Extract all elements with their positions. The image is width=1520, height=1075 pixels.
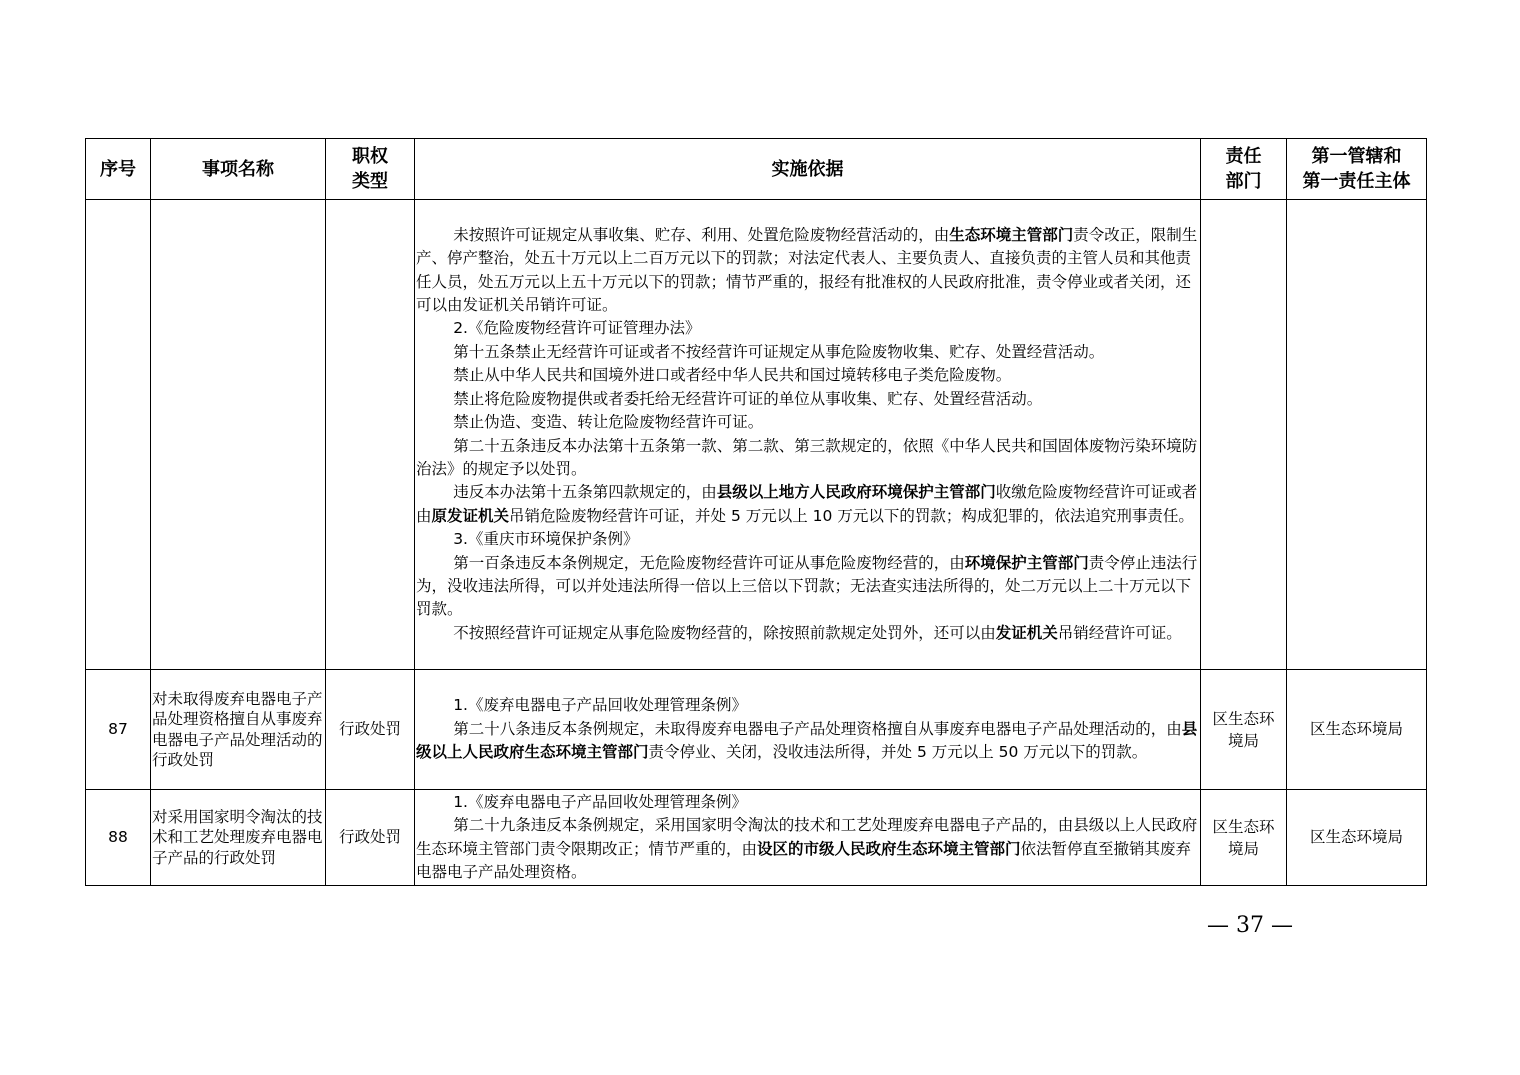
cell-dept [1201,200,1287,670]
basis-text: 收缴危险废物经营许可证或者由 [416,483,1198,525]
basis-paragraph [416,317,1199,340]
bold-authority-text: 县级以上地方人民政府环境保护主管部门 [716,483,996,502]
basis-paragraph [416,528,1199,551]
cell-basis [415,790,1201,886]
basis-paragraph [416,388,1199,411]
dept-text: 区生态环境局 [1212,817,1275,858]
cell-subject [1287,200,1427,670]
cell-dept [1201,790,1287,886]
basis-paragraph [416,694,1199,717]
basis-text: 依法暂停直至撤销其废弃电器电子产品处理资格。 [416,839,1192,881]
table-header-row [86,139,1427,200]
bold-authority-text: 县级以上人民政府生态环境主管部门 [416,719,1198,762]
header-basis: 实施依据 [415,139,1201,200]
table-row-continued [86,200,1427,670]
header-no: 序号 [86,139,151,200]
basis-paragraph [416,224,1199,318]
basis-paragraph [416,411,1199,434]
basis-text: 1.《废弃电器电子产品回收处理管理条例》 [453,696,747,715]
cell-subject: 区生态环境局 [1287,670,1427,790]
cell-basis [415,200,1201,670]
basis-paragraph [416,814,1199,884]
basis-text: 禁止伪造、变造、转让危险废物经营许可证。 [453,413,764,432]
cell-no: 87 [86,670,151,790]
cell-basis [415,670,1201,790]
cell-type [326,200,415,670]
basis-paragraph [416,435,1199,482]
cell-subject: 区生态环境局 [1287,790,1427,886]
basis-text: 禁止从中华人民共和国境外进口或者经中华人民共和国过境转移电子类危险废物。 [453,366,1012,385]
cell-type: 行政处罚 [326,790,415,886]
bold-authority-text: 原发证机关 [431,506,510,525]
cell-no: 88 [86,790,151,886]
basis-paragraph [416,481,1199,528]
table-row [86,790,1427,886]
cell-type: 行政处罚 [326,670,415,790]
header-type: 职权 类型 [326,139,415,200]
basis-text: 违反本办法第十五条第四款规定的，由 [453,483,717,502]
authority-table [85,138,1427,886]
dept-text: 区生态环境局 [1212,709,1275,750]
bold-authority-text: 发证机关 [995,623,1058,642]
header-dept: 责任 部门 [1201,139,1287,200]
basis-paragraph [416,622,1199,645]
basis-paragraph [416,364,1199,387]
basis-paragraph [416,718,1199,765]
basis-paragraph [416,552,1199,622]
basis-paragraph [416,791,1199,814]
basis-text: 第十五条禁止无经营许可证或者不按经营许可证规定从事危险废物收集、贮存、处置经营活动。 [453,342,1105,361]
basis-text: 责令停止违法行为，没收违法所得，可以并处违法所得一倍以上三倍以下罚款；无法查实违法所得的，处二万元以上二十万元以下罚款。 [416,553,1198,619]
basis-paragraph [416,341,1199,364]
cell-no [86,200,151,670]
basis-text: 吊销经营许可证。 [1057,623,1182,642]
cell-name [151,200,326,670]
basis-text: 吊销危险废物经营许可证，并处 5 万元以上 10 万元以下的罚款；构成犯罪的，依法追究刑事责任。 [509,506,1194,525]
basis-text: 第二十九条违反本条例规定，采用国家明令淘汰的技术和工艺处理废弃电器电子产品的，由县级以上人民政府生态环境主管部门责令限期改正；情节严重的，由 [416,816,1198,858]
bold-authority-text: 设区的市级人民政府生态环境主管部门 [757,839,1021,858]
basis-text: 第二十八条违反本条例规定，未取得废弃电器电子产品处理资格擅自从事废弃电器电子产品处理活动的，由 [453,719,1182,738]
basis-text: 第一百条违反本条例规定，无危险废物经营许可证从事危险废物经营的，由 [453,553,965,572]
page-number: — 37 — [1207,913,1293,938]
cell-dept [1201,670,1287,790]
basis-text: 禁止将危险废物提供或者委托给无经营许可证的单位从事收集、贮存、处置经营活动。 [453,389,1043,408]
basis-text: 第二十五条违反本办法第十五条第一款、第二款、第三款规定的，依照《中华人民共和国固体废物污染环境防治法》的规定予以处罚。 [416,436,1198,478]
cell-name: 对未取得废弃电器电子产品处理资格擅自从事废弃电器电子产品处理活动的行政处罚 [151,670,326,790]
basis-text: 1.《废弃电器电子产品回收处理管理条例》 [453,792,747,811]
header-name: 事项名称 [151,139,326,200]
basis-text: 责令改正，限制生产、停产整治，处五十万元以上二百万元以下的罚款；对法定代表人、主要负责人、直接负责的主管人员和其他责任人员，处五万元以上五十万元以下的罚款；情节严重的，报经有批准权的人民政府批准，责令停业或者关闭，还可以由发证机关吊销许可证。 [416,225,1198,315]
basis-text: 未按照许可证规定从事收集、贮存、利用、处置危险废物经营活动的，由 [453,225,950,244]
bold-authority-text: 生态环境主管部门 [949,225,1074,244]
table-row [86,670,1427,790]
basis-text: 不按照经营许可证规定从事危险废物经营的，除按照前款规定处罚外，还可以由 [453,623,996,642]
basis-text: 2.《危险废物经营许可证管理办法》 [453,319,701,338]
header-subject: 第一管辖和 第一责任主体 [1287,139,1427,200]
cell-name: 对采用国家明令淘汰的技术和工艺处理废弃电器电子产品的行政处罚 [151,790,326,886]
basis-text: 责令停业、关闭，没收违法所得，并处 5 万元以上 50 万元以下的罚款。 [648,743,1148,762]
bold-authority-text: 环境保护主管部门 [964,553,1089,572]
basis-text: 3.《重庆市环境保护条例》 [453,530,639,549]
